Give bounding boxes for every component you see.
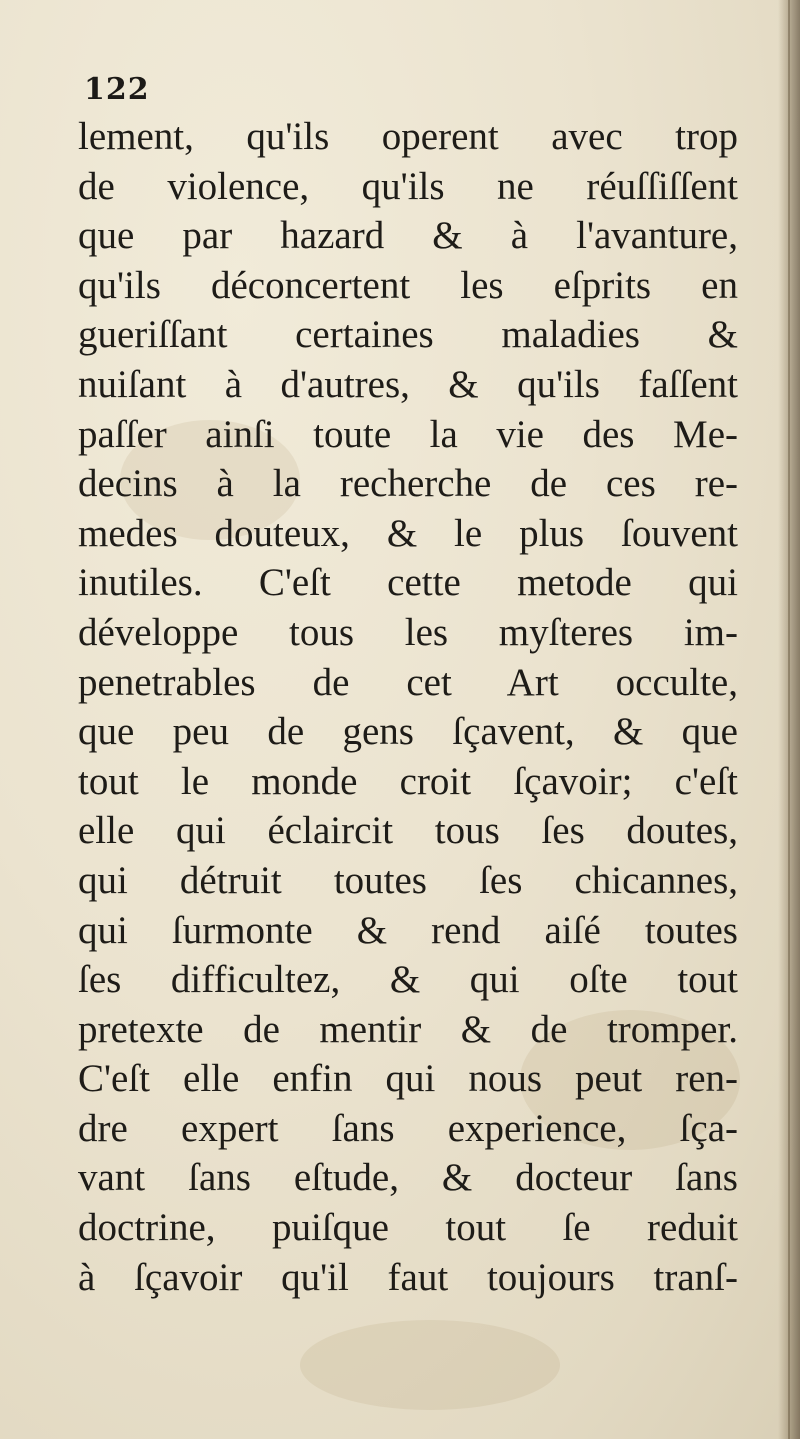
text-line: ſes difficultez, & qui oſte tout — [78, 958, 738, 1002]
text-line: de violence, qu'ils ne réuſſiſſent — [78, 164, 738, 208]
text-line: doctrine, puiſque tout ſe reduit — [78, 1206, 738, 1250]
text-line: développe tous les myſteres im- — [78, 610, 738, 654]
text-line: à ſçavoir qu'il faut toujours tranſ- — [78, 1255, 738, 1299]
body-text — [78, 112, 738, 1302]
text-line: qu'ils déconcertent les eſprits en — [78, 263, 738, 307]
text-line: qui ſurmonte & rend aiſé toutes — [78, 908, 738, 952]
text-line: que par hazard & à l'avanture, — [78, 214, 738, 258]
text-line: pretexte de mentir & de tromper. — [78, 1007, 738, 1051]
text-line: vant ſans eſtude, & docteur ſans — [78, 1156, 738, 1200]
text-line: que peu de gens ſçavent, & que — [78, 710, 738, 754]
text-line: inutiles. C'eſt cette metode qui — [78, 561, 738, 605]
text-line: tout le monde croit ſçavoir; c'eſt — [78, 759, 738, 803]
text-line: medes douteux, & le plus ſouvent — [78, 511, 738, 555]
text-line: nuiſant à d'autres, & qu'ils faſſent — [78, 362, 738, 406]
text-line: elle qui éclaircit tous ſes doutes, — [78, 809, 738, 853]
text-line: penetrables de cet Art occulte, — [78, 660, 738, 704]
page-number: 122 — [84, 72, 150, 107]
text-line: lement, qu'ils operent avec trop — [78, 115, 738, 158]
text-line: gueriſſant certaines maladies & — [78, 313, 738, 357]
text-line: qui détruit toutes ſes chicannes, — [78, 858, 738, 902]
page-edge-shadow — [778, 0, 800, 1439]
text-line: dre expert ſans experience, ſça- — [78, 1106, 738, 1150]
paper-stain — [300, 1320, 560, 1410]
text-line: paſſer ainſi toute la vie des Me- — [78, 412, 738, 456]
text-line: decins à la recherche de ces re- — [78, 462, 738, 506]
text-line: C'eſt elle enfin qui nous peut ren- — [78, 1057, 738, 1101]
